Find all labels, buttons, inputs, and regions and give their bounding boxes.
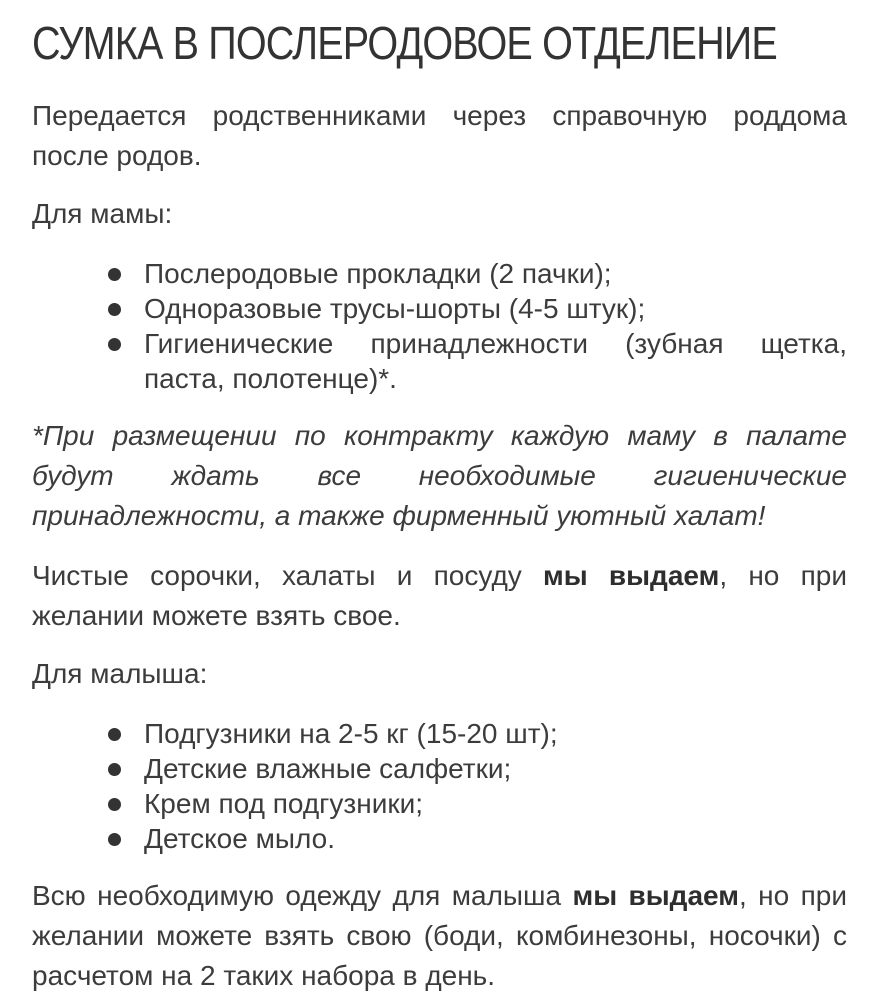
bullet-icon <box>108 728 121 741</box>
list-item-text: Послеродовые прокладки (2 пачки); <box>144 258 612 289</box>
list-item <box>144 716 847 751</box>
list-item <box>144 786 847 821</box>
bullet-icon <box>108 798 121 811</box>
mom-section-label: Для мамы: <box>32 198 173 229</box>
bullet-icon <box>108 833 121 846</box>
baby-items-list <box>32 716 847 856</box>
list-item-text: Одноразовые трусы-шорты (4-5 штук); <box>144 293 646 324</box>
intro-paragraph: Передается родственниками через справочную роддома после родов. <box>32 100 847 171</box>
list-item-text: Подгузники на 2-5 кг (15-20 шт); <box>144 718 558 749</box>
mom-items-list <box>32 256 847 396</box>
list-item <box>144 821 847 856</box>
bullet-icon <box>108 763 121 776</box>
baby-section-label: Для малыша: <box>32 658 208 689</box>
baby-clothes-bold: мы выдаем <box>572 880 739 911</box>
mom-clothes-text-after: , но при желании можете взять свое. <box>32 560 848 631</box>
list-item-text: Крем под подгузники; <box>144 788 424 819</box>
contract-note: *При размещении по контракту каждую маму в палате будут ждать все необходимые гигиенические принадлежности, а также фирменный уютный халат! <box>32 420 847 531</box>
baby-clothes-paragraph <box>32 876 847 996</box>
list-item-text: Гигиенические принадлежности (зубная щетка, паста, полотенце)*. <box>144 328 847 394</box>
list-item-text: Детские влажные салфетки; <box>144 753 512 784</box>
list-item <box>144 256 847 291</box>
bullet-icon <box>108 338 121 351</box>
bullet-icon <box>108 303 121 316</box>
page-title: СУМКА В ПОСЛЕРОДОВОЕ ОТДЕЛЕНИЕ <box>32 17 777 69</box>
mom-clothes-text-before: Чистые сорочки, халаты и посуду <box>32 560 544 591</box>
list-item-text: Детское мыло. <box>144 823 335 854</box>
bullet-icon <box>108 268 121 281</box>
list-item <box>144 326 847 396</box>
mom-clothes-paragraph <box>32 556 847 636</box>
mom-clothes-bold: мы выдаем <box>543 560 720 591</box>
list-item <box>144 751 847 786</box>
list-item <box>144 291 847 326</box>
baby-clothes-text-after: , но при желании можете взять свою (боди, комбинезоны, носочки) с расчетом на 2 таких набора в день. <box>32 880 847 991</box>
baby-clothes-text-before: Всю необходимую одежду для малыша <box>32 880 573 911</box>
